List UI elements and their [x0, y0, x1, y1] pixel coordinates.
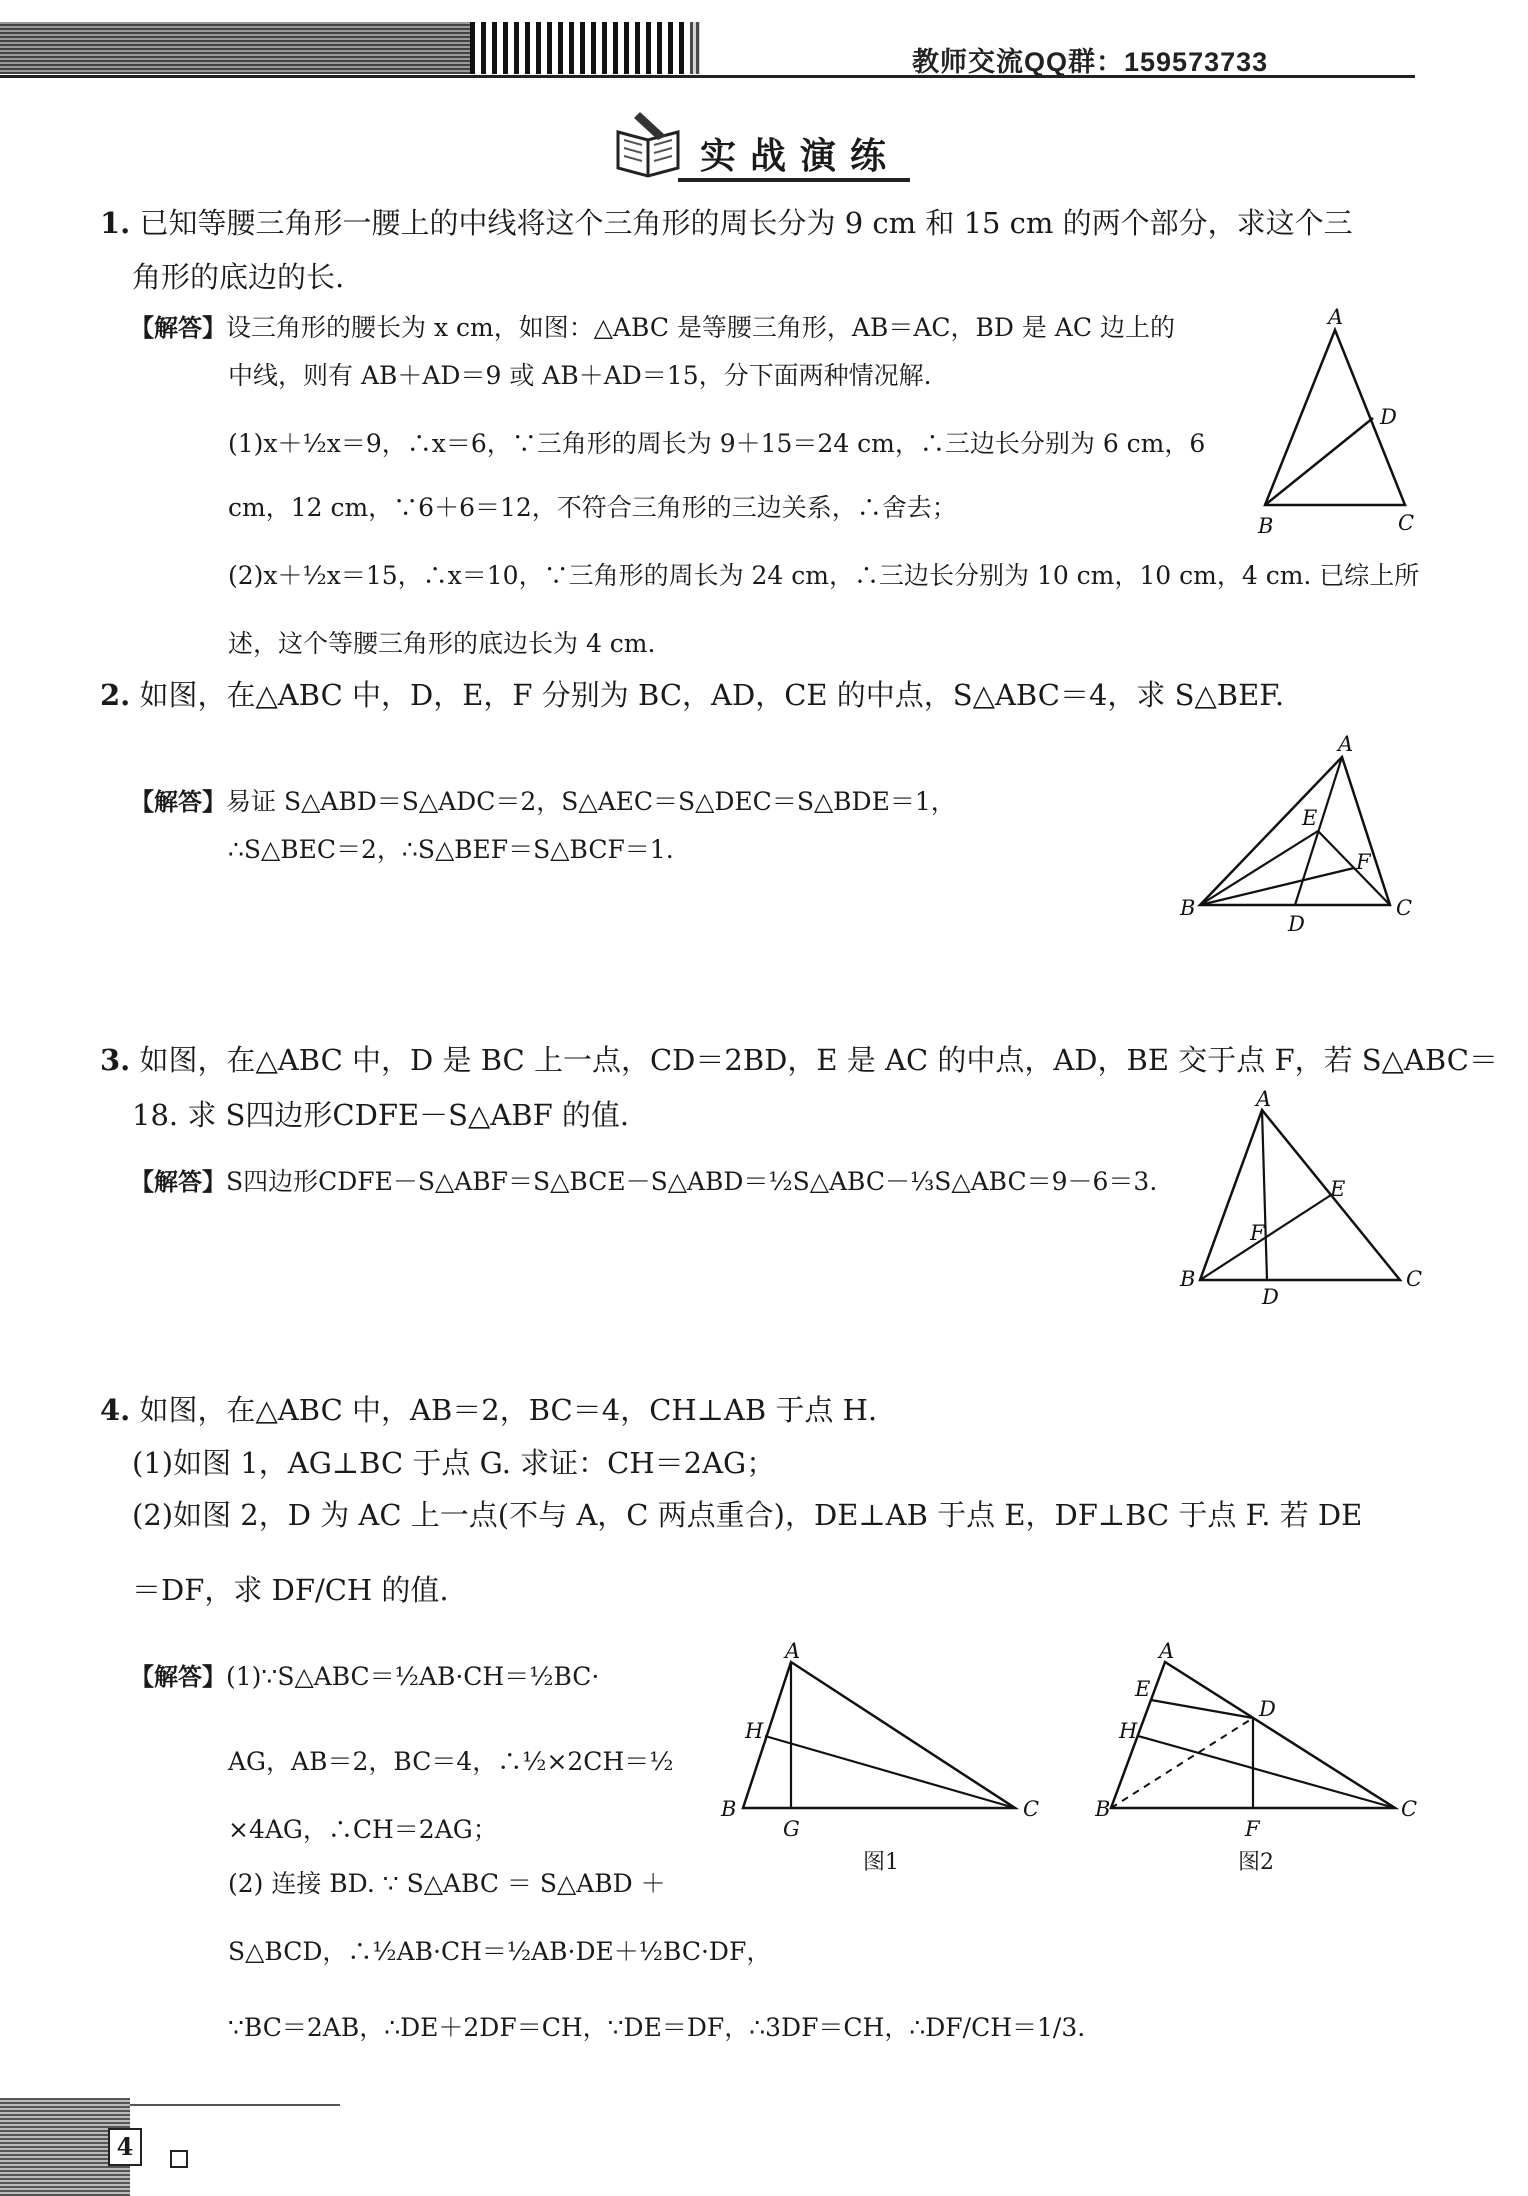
svg-text:B: B: [1258, 514, 1274, 538]
q4-answer-tag: 【解答】: [130, 1663, 226, 1691]
q4-figure-2: [1095, 1640, 1435, 1840]
book-icon: [612, 110, 684, 180]
q2-answer-text-2: ∴S△BEC＝2，∴S△BEF＝S△BCF＝1.: [228, 835, 674, 864]
q1-answer-text-6: 述，这个等腰三角形的底边长为 4 cm.: [228, 629, 656, 658]
q4-text-3: (2)如图 2，D 为 AC 上一点(不与 A，C 两点重合)，DE⊥AB 于点 E，DF⊥BC 于点 F. 若 DE: [132, 1498, 1363, 1532]
svg-text:B: B: [721, 1797, 737, 1821]
qq-group-text: 教师交流QQ群：159573733: [912, 47, 1269, 77]
header-dark-band: [0, 22, 470, 74]
q1-answer-text-2: 中线，则有 AB＋AD＝9 或 AB＋AD＝15，分下面两种情况解.: [228, 361, 932, 390]
svg-text:C: C: [1406, 1267, 1423, 1291]
svg-text:B: B: [1180, 1267, 1196, 1291]
svg-text:B: B: [1095, 1797, 1111, 1821]
q1-answer-line1: [130, 306, 1175, 350]
q1-answer-tag: 【解答】: [130, 314, 226, 342]
footer-square: [170, 2150, 188, 2168]
q1-answer-text-1: 设三角形的腰长为 x cm，如图：△ABC 是等腰三角形，AB＝AC，BD 是 AC 边上的: [226, 313, 1175, 342]
q4-answer-line1: [130, 1655, 599, 1699]
q4-answer-text-5: S△BCD，∴½AB·CH＝½AB·DE＋½BC·DF，: [228, 1937, 772, 1966]
svg-text:F: F: [1245, 1817, 1260, 1840]
svg-text:F: F: [1250, 1221, 1265, 1245]
q3-answer-line1: [130, 1160, 1157, 1204]
svg-text:C: C: [1023, 1797, 1040, 1821]
svg-text:H: H: [745, 1719, 764, 1743]
q4-text-1: 如图，在△ABC 中，AB＝2，BC＝4，CH⊥AB 于点 H.: [139, 1393, 878, 1427]
svg-text:C: C: [1398, 511, 1415, 535]
svg-text:D: D: [1288, 912, 1305, 936]
q4-answer-text-2: AG，AB＝2，BC＝4，∴½×2CH＝½: [228, 1747, 674, 1776]
svg-text:F: F: [1356, 850, 1371, 874]
q4-answer-text-4: (2) 连接 BD. ∵ S△ABC ＝ S△ABD ＋: [228, 1869, 666, 1898]
svg-text:A: A: [1159, 1640, 1175, 1663]
q1-figure: [1240, 300, 1440, 540]
q1-text-2: 角形的底边的长.: [132, 260, 345, 294]
q1-line1: [100, 198, 1353, 248]
q4-answer-text-3: ×4AG，∴CH＝2AG；: [228, 1815, 498, 1844]
svg-text:H: H: [1119, 1719, 1138, 1743]
q4-text-2: (1)如图 1，AG⊥BC 于点 G. 求证：CH＝2AG；: [132, 1446, 776, 1480]
q3-text-2: 18. 求 S四边形CDFE－S△ABF 的值.: [132, 1098, 630, 1132]
q2-answer-line1: [130, 780, 956, 824]
q3-figure: [1170, 1090, 1430, 1310]
svg-text:C: C: [1396, 896, 1413, 920]
q2-figure: [1170, 725, 1430, 945]
svg-text:G: G: [783, 1817, 800, 1840]
q4-answer-text-1: (1)∵S△ABC＝½AB·CH＝½BC·: [226, 1662, 600, 1691]
svg-text:E: E: [1135, 1677, 1151, 1701]
q2-line1: [100, 670, 1284, 720]
q4-figure-2-caption: 图2: [1238, 1850, 1274, 1875]
svg-text:A: A: [1328, 305, 1344, 329]
svg-text:E: E: [1302, 806, 1318, 830]
section-title-underline: [678, 178, 910, 182]
q3-line1: [100, 1035, 1498, 1085]
svg-text:E: E: [1330, 1177, 1346, 1201]
svg-text:A: A: [785, 1640, 801, 1663]
svg-text:D: D: [1259, 1697, 1276, 1721]
svg-text:D: D: [1380, 405, 1397, 429]
footer-rule: [130, 2104, 340, 2106]
q1-answer-text-3: (1)x＋½x＝9，∴x＝6，∵三角形的周长为 9＋15＝24 cm，∴三边长分别为 6 cm，6: [228, 429, 1206, 458]
q4-figure-1: [715, 1640, 1055, 1840]
header-bars: [470, 22, 690, 74]
q1-answer-text-4: cm，12 cm，∵6＋6＝12，不符合三角形的三边关系，∴舍去；: [228, 493, 957, 522]
svg-text:A: A: [1256, 1090, 1272, 1111]
q3-number: 3.: [100, 1043, 131, 1077]
q2-number: 2.: [100, 678, 131, 712]
section-title: 实战演练: [700, 136, 901, 177]
svg-text:C: C: [1401, 1797, 1418, 1821]
q4-text-4: ＝DF，求 DF/CH 的值.: [132, 1573, 449, 1607]
q3-answer-text-1: S四边形CDFE－S△ABF＝S△BCE－S△ABD＝½S△ABC－⅓S△ABC＝9－6＝3.: [226, 1167, 1158, 1196]
q1-number: 1.: [100, 206, 131, 240]
q3-answer-tag: 【解答】: [130, 1168, 226, 1196]
svg-text:D: D: [1262, 1285, 1279, 1309]
page-number: 4: [108, 2128, 142, 2166]
svg-text:B: B: [1180, 896, 1196, 920]
q4-answer-text-6: ∵BC＝2AB，∴DE＋2DF＝CH，∵DE＝DF，∴3DF＝CH，∴DF/CH＝1/3.: [228, 2013, 1086, 2042]
q4-line1: [100, 1385, 877, 1435]
svg-text:A: A: [1338, 732, 1354, 756]
q2-answer-tag: 【解答】: [130, 788, 226, 816]
q3-text-1: 如图，在△ABC 中，D 是 BC 上一点，CD＝2BD，E 是 AC 的中点，AD，BE 交于点 F，若 S△ABC＝: [139, 1043, 1498, 1077]
q2-text-1: 如图，在△ABC 中，D，E，F 分别为 BC，AD，CE 的中点，S△ABC＝4，求 S△BEF.: [139, 678, 1285, 712]
q1-text-1: 已知等腰三角形一腰上的中线将这个三角形的周长分为 9 cm 和 15 cm 的两个部分，求这个三: [139, 206, 1353, 240]
q2-answer-text-1: 易证 S△ABD＝S△ADC＝2，S△AEC＝S△DEC＝S△BDE＝1，: [226, 787, 956, 816]
q4-number: 4.: [100, 1393, 131, 1427]
q4-figure-1-caption: 图1: [863, 1850, 899, 1875]
q1-answer-text-5: (2)x＋½x＝15，∴x＝10，∵三角形的周长为 24 cm，∴三边长分别为 10 cm，10 cm，4 cm. 已综上所: [228, 561, 1420, 590]
